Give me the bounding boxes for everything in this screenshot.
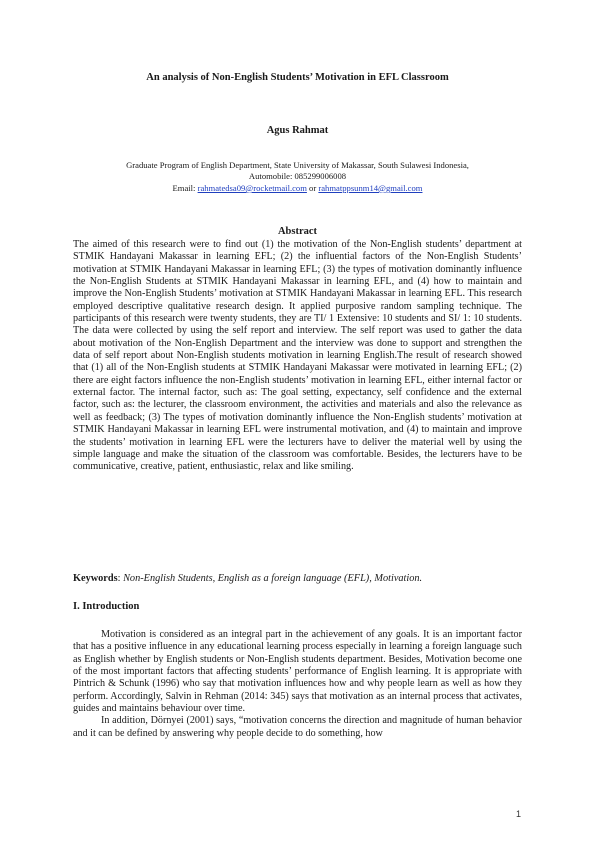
keywords-label: Keywords — [73, 573, 118, 584]
paper-title: An analysis of Non-English Students’ Motivation in EFL Classroom — [146, 72, 449, 83]
keywords-colon: : — [117, 573, 124, 584]
keywords-values: Non-English Students, English as a foreign language (EFL), Motivation. — [123, 573, 423, 584]
page-number: 1 — [516, 809, 522, 819]
email-link-secondary[interactable]: rahmatppsunm14@gmail.com — [318, 182, 423, 193]
introduction-body — [73, 629, 522, 740]
affiliation-line: Graduate Program of English Department, State University of Makassar, South Sulawesi Indonesia, — [126, 160, 469, 170]
keywords-line — [73, 573, 533, 584]
intro-paragraph: Motivation is considered as an integral part in the achievement of any goals. It is an important factor that has a positive influence in any educational learning process especially in learning a foreign language such as English whether by English students or Non-English students department. Besides, Motivation become one of the most important factors that affecting students’ performance of English learning. It is appropriate with Pintrich & Schunk (1996) who say that motivation influences how and why people learn as well as how they perform. Accordingly, Salvin in Rehman (2014: 345) says that motivation as an internal process that activates, guides and maintains behaviour over time. — [73, 629, 522, 715]
contact-email — [60, 183, 535, 194]
email-link-primary[interactable]: rahmatedsa09@rocketmail.com — [197, 182, 307, 193]
abstract-heading: Abstract — [277, 226, 318, 237]
contact-phone: Automobile: 085299006008 — [248, 171, 347, 182]
author-name: Agus Rahmat — [266, 125, 329, 136]
author-affiliation — [60, 160, 535, 194]
email-separator: or — [306, 182, 319, 193]
intro-paragraph: In addition, Dörnyei (2001) says, “motivation concerns the direction and magnitude of human behavior and it can be defined by answering why people decide to do something, how — [73, 715, 522, 739]
abstract-text: The aimed of this research were to find out (1) the motivation of the Non-English students’ department at STMIK Handayani Makassar in learning EFL; (2) the influential factors of the Non-English Students’ motivation at STMIK Handayani Makassar in learning EFL; (3) the types of motivation dominantly influence the Non-English Students at STMIK Handayani Makassar in learning EFL, and (4) how to maintain and improve the Non-English Students’ motivation at STMIK Handayani Makassar in learning EFL. This research employed descriptive qualitative research design. It applied purposive random sampling technique. The participants of this research were twenty students, they are TI/ 1 Extensive: 10 students and SI/ 1: 10 students. The data were collected by using the self report and interview. The self report was used to gather the data about motivation of the Non-English Department and the interview was done to support and strengthen the data of self report about Non-English students motivation in learning English.The result of research showed that (1) all of the Non-English students at STMIK Handayani Makassar were motivated in learning EFL; (2) there are eight factors influence the non-English students’ motivation in learning EFL, either internal factor or external factor. The internal factor, such as: The goal setting, expectancy, self confidence and the external factor, such as: the lecturer, the classroom environment, the activities and materials and also the relevance as well as feedback; (3) The types of motivation dominantly influence the Non-English students’ motivation at STMIK Handayani Makassar in learning EFL were instrumental motivation, and (4) to maintain and improve the students’ motivation in learning EFL were the lecturers have to deliver the material well by using the simple language and make the situation of the classroom was comfortable. Besides, the lecturers have to be communicative, creative, patient, enthusiastic, relax and like smiling. — [73, 239, 522, 473]
email-label: Email: — [172, 182, 198, 193]
section-heading-introduction: I. Introduction — [73, 601, 140, 612]
